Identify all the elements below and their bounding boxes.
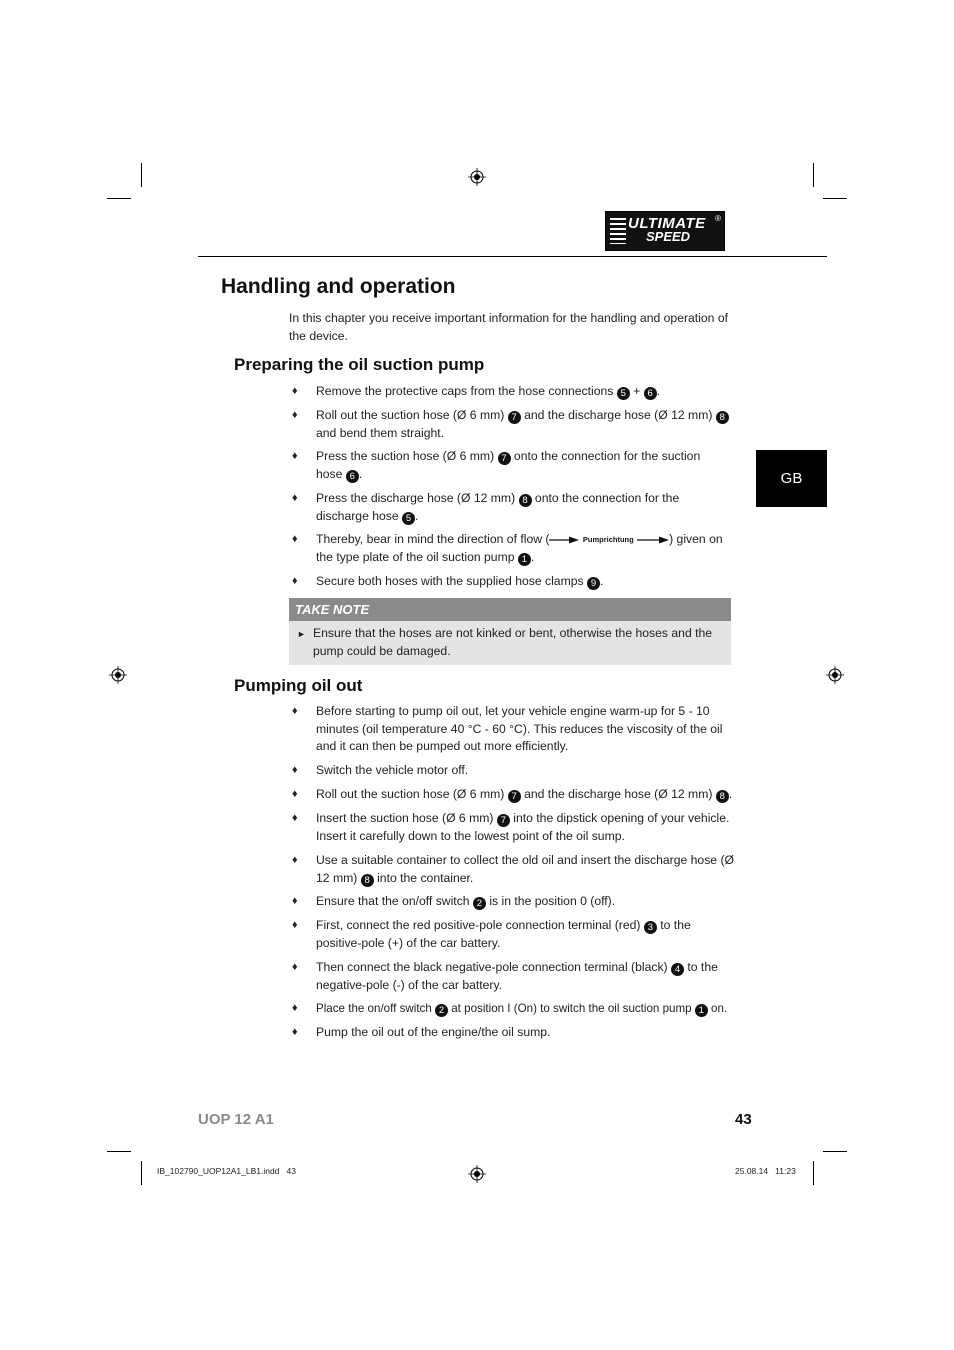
brand-logo xyxy=(605,211,725,251)
item-text: . xyxy=(656,384,661,398)
crop-mark xyxy=(141,163,142,187)
registration-mark-icon xyxy=(468,168,486,186)
number-badge: 8 xyxy=(716,411,729,424)
item-text: Roll out the suction hose (Ø 6 mm) xyxy=(316,787,508,801)
bullet-icon: ♦ xyxy=(292,895,298,907)
item-text: . xyxy=(358,466,363,481)
item-text: Pump the oil out of the engine/the oil sump. xyxy=(316,1025,551,1039)
crop-mark xyxy=(107,1151,131,1152)
number-badge: 8 xyxy=(361,874,374,887)
list-item xyxy=(316,490,701,525)
bullet-icon: ♦ xyxy=(292,919,298,931)
note-header xyxy=(289,598,731,621)
page-title: Handling and operation xyxy=(221,275,456,298)
number-badge: 1 xyxy=(695,1004,708,1017)
model-number: UOP 12 A1 xyxy=(198,1111,274,1128)
registration-mark-icon xyxy=(109,666,127,684)
section-heading-pumping: Pumping oil out xyxy=(234,676,363,695)
crop-mark xyxy=(823,1151,847,1152)
logo-text-line1: ULTIMATE xyxy=(628,215,706,232)
bullet-icon: ♦ xyxy=(292,961,298,973)
bullet-icon: ♦ xyxy=(292,788,298,800)
item-text: onto the connection for the suction hose xyxy=(316,449,701,481)
language-tab: GB xyxy=(756,450,827,507)
item-text: on. xyxy=(707,1002,728,1015)
bullet-icon: ♦ xyxy=(292,450,298,462)
number-badge: 6 xyxy=(346,470,359,483)
item-text: . xyxy=(530,549,535,564)
number-badge: 2 xyxy=(435,1004,448,1017)
bullet-icon: ♦ xyxy=(292,764,298,776)
item-text: ) given on the type plate of the oil suction pump xyxy=(316,532,723,564)
crop-mark xyxy=(813,163,814,187)
list-item xyxy=(316,573,736,591)
list-item xyxy=(316,383,736,401)
item-text: Remove the protective caps from the hose connections xyxy=(316,384,617,398)
print-date-info: 25.08.14 11:23 xyxy=(735,1166,796,1176)
list-item xyxy=(316,762,736,780)
item-text: and the discharge hose (Ø 12 mm) xyxy=(520,787,716,801)
note-body xyxy=(289,621,731,665)
list-item xyxy=(316,407,736,442)
item-text: . xyxy=(415,508,419,523)
number-badge: 8 xyxy=(519,494,532,507)
list-item xyxy=(316,531,726,566)
list-item xyxy=(316,1000,746,1018)
header-rule xyxy=(198,256,827,257)
logo-text-line2: SPEED xyxy=(646,229,691,244)
item-text: Thereby, bear in mind the direction of flow ( xyxy=(316,532,550,546)
flow-arrow-left-icon xyxy=(549,536,579,544)
list-item xyxy=(316,959,736,994)
number-badge: 3 xyxy=(644,921,657,934)
number-badge: 2 xyxy=(473,897,486,910)
logo-stripes xyxy=(610,218,626,244)
number-badge: 7 xyxy=(508,411,521,424)
crop-mark xyxy=(823,198,847,199)
item-text: Ensure that the on/off switch xyxy=(316,894,473,908)
number-badge: 7 xyxy=(497,814,510,827)
print-file-info: IB_102790_UOP12A1_LB1.indd 43 xyxy=(157,1166,296,1176)
item-text: Then connect the black negative-pole connection terminal (black) xyxy=(316,960,671,974)
item-text: to the negative-pole (-) of the car battery. xyxy=(316,960,718,992)
number-badge: 5 xyxy=(402,512,415,525)
item-text: Before starting to pump oil out, let your vehicle engine warm-up for 5 - 10 minutes (oil temperature 40 °C - 60 °C). This reduces the viscosity of the oil and it can then be pumped out more efficiently. xyxy=(316,704,723,753)
item-text: Roll out the suction hose (Ø 6 mm) xyxy=(316,408,508,422)
number-badge: 8 xyxy=(716,790,729,803)
crop-mark xyxy=(107,198,131,199)
pointer-arrow-icon: ► xyxy=(297,629,306,639)
item-text: and the discharge hose (Ø 12 mm) xyxy=(520,408,716,422)
list-item xyxy=(316,917,736,952)
crop-mark xyxy=(141,1161,142,1185)
section-heading-preparing: Preparing the oil suction pump xyxy=(234,355,485,374)
item-text: into the dipstick opening of your vehicle. Insert it carefully down to the lowest point of the oil sump. xyxy=(316,811,730,843)
bullet-icon: ♦ xyxy=(292,492,298,504)
crop-mark xyxy=(813,1161,814,1185)
number-badge: 4 xyxy=(671,963,684,976)
item-text: into the container. xyxy=(373,870,474,885)
intro-paragraph: In this chapter you receive important information for the handling and operation of the device. xyxy=(289,311,729,343)
list-item xyxy=(316,893,736,911)
number-badge: 1 xyxy=(518,553,531,566)
item-text: . xyxy=(600,574,604,588)
list-item xyxy=(316,786,736,804)
number-badge: 7 xyxy=(508,790,521,803)
bullet-icon: ♦ xyxy=(292,1026,298,1038)
flow-direction-label: Pumprichtung xyxy=(582,535,634,545)
item-text: and bend them straight. xyxy=(316,425,445,440)
item-text: Press the discharge hose (Ø 12 mm) xyxy=(316,491,519,505)
item-text: at position I (On) to switch the oil suction pump xyxy=(448,1002,695,1015)
item-text: is in the position 0 (off). xyxy=(485,894,616,908)
note-text: Ensure that the hoses are not kinked or bent, otherwise the hoses and the pump could be damaged. xyxy=(313,626,713,658)
item-text: First, connect the red positive-pole connection terminal (red) xyxy=(316,918,644,932)
number-badge: 7 xyxy=(498,452,511,465)
page-number: 43 xyxy=(735,1111,752,1128)
item-text: Switch the vehicle motor off. xyxy=(316,763,469,777)
item-text: Use a suitable container to collect the old oil and insert the discharge hose (Ø 12 mm) xyxy=(316,853,734,885)
registration-mark-icon xyxy=(468,1165,486,1183)
item-text: + xyxy=(629,384,644,398)
logo-registered-mark: ® xyxy=(715,214,721,223)
item-text: Place the on/off switch xyxy=(316,1002,436,1015)
item-text: Insert the suction hose (Ø 6 mm) xyxy=(316,811,497,825)
bullet-icon: ♦ xyxy=(292,1002,298,1014)
list-item xyxy=(316,1024,736,1042)
bullet-icon: ♦ xyxy=(292,533,298,545)
bullet-icon: ♦ xyxy=(292,705,298,717)
registration-mark-icon xyxy=(826,666,844,684)
item-text: onto the connection for the discharge hose xyxy=(316,491,680,523)
bullet-icon: ♦ xyxy=(292,385,298,397)
list-item xyxy=(316,810,736,845)
bullet-icon: ♦ xyxy=(292,575,298,587)
note-heading: TAKE NOTE xyxy=(295,602,370,617)
bullet-icon: ♦ xyxy=(292,812,298,824)
number-badge: 5 xyxy=(617,387,630,400)
number-badge: 6 xyxy=(644,387,657,400)
item-text: to the positive-pole (+) of the car battery. xyxy=(316,918,691,950)
item-text: Press the suction hose (Ø 6 mm) xyxy=(316,449,498,463)
item-text: Secure both hoses with the supplied hose clamps xyxy=(316,574,587,588)
list-item xyxy=(316,703,726,756)
number-badge: 9 xyxy=(587,577,600,590)
item-text: . xyxy=(728,787,733,801)
list-item xyxy=(316,448,716,483)
bullet-icon: ♦ xyxy=(292,409,298,421)
flow-arrow-right-icon xyxy=(637,536,669,544)
list-item xyxy=(316,852,736,887)
bullet-icon: ♦ xyxy=(292,854,298,866)
